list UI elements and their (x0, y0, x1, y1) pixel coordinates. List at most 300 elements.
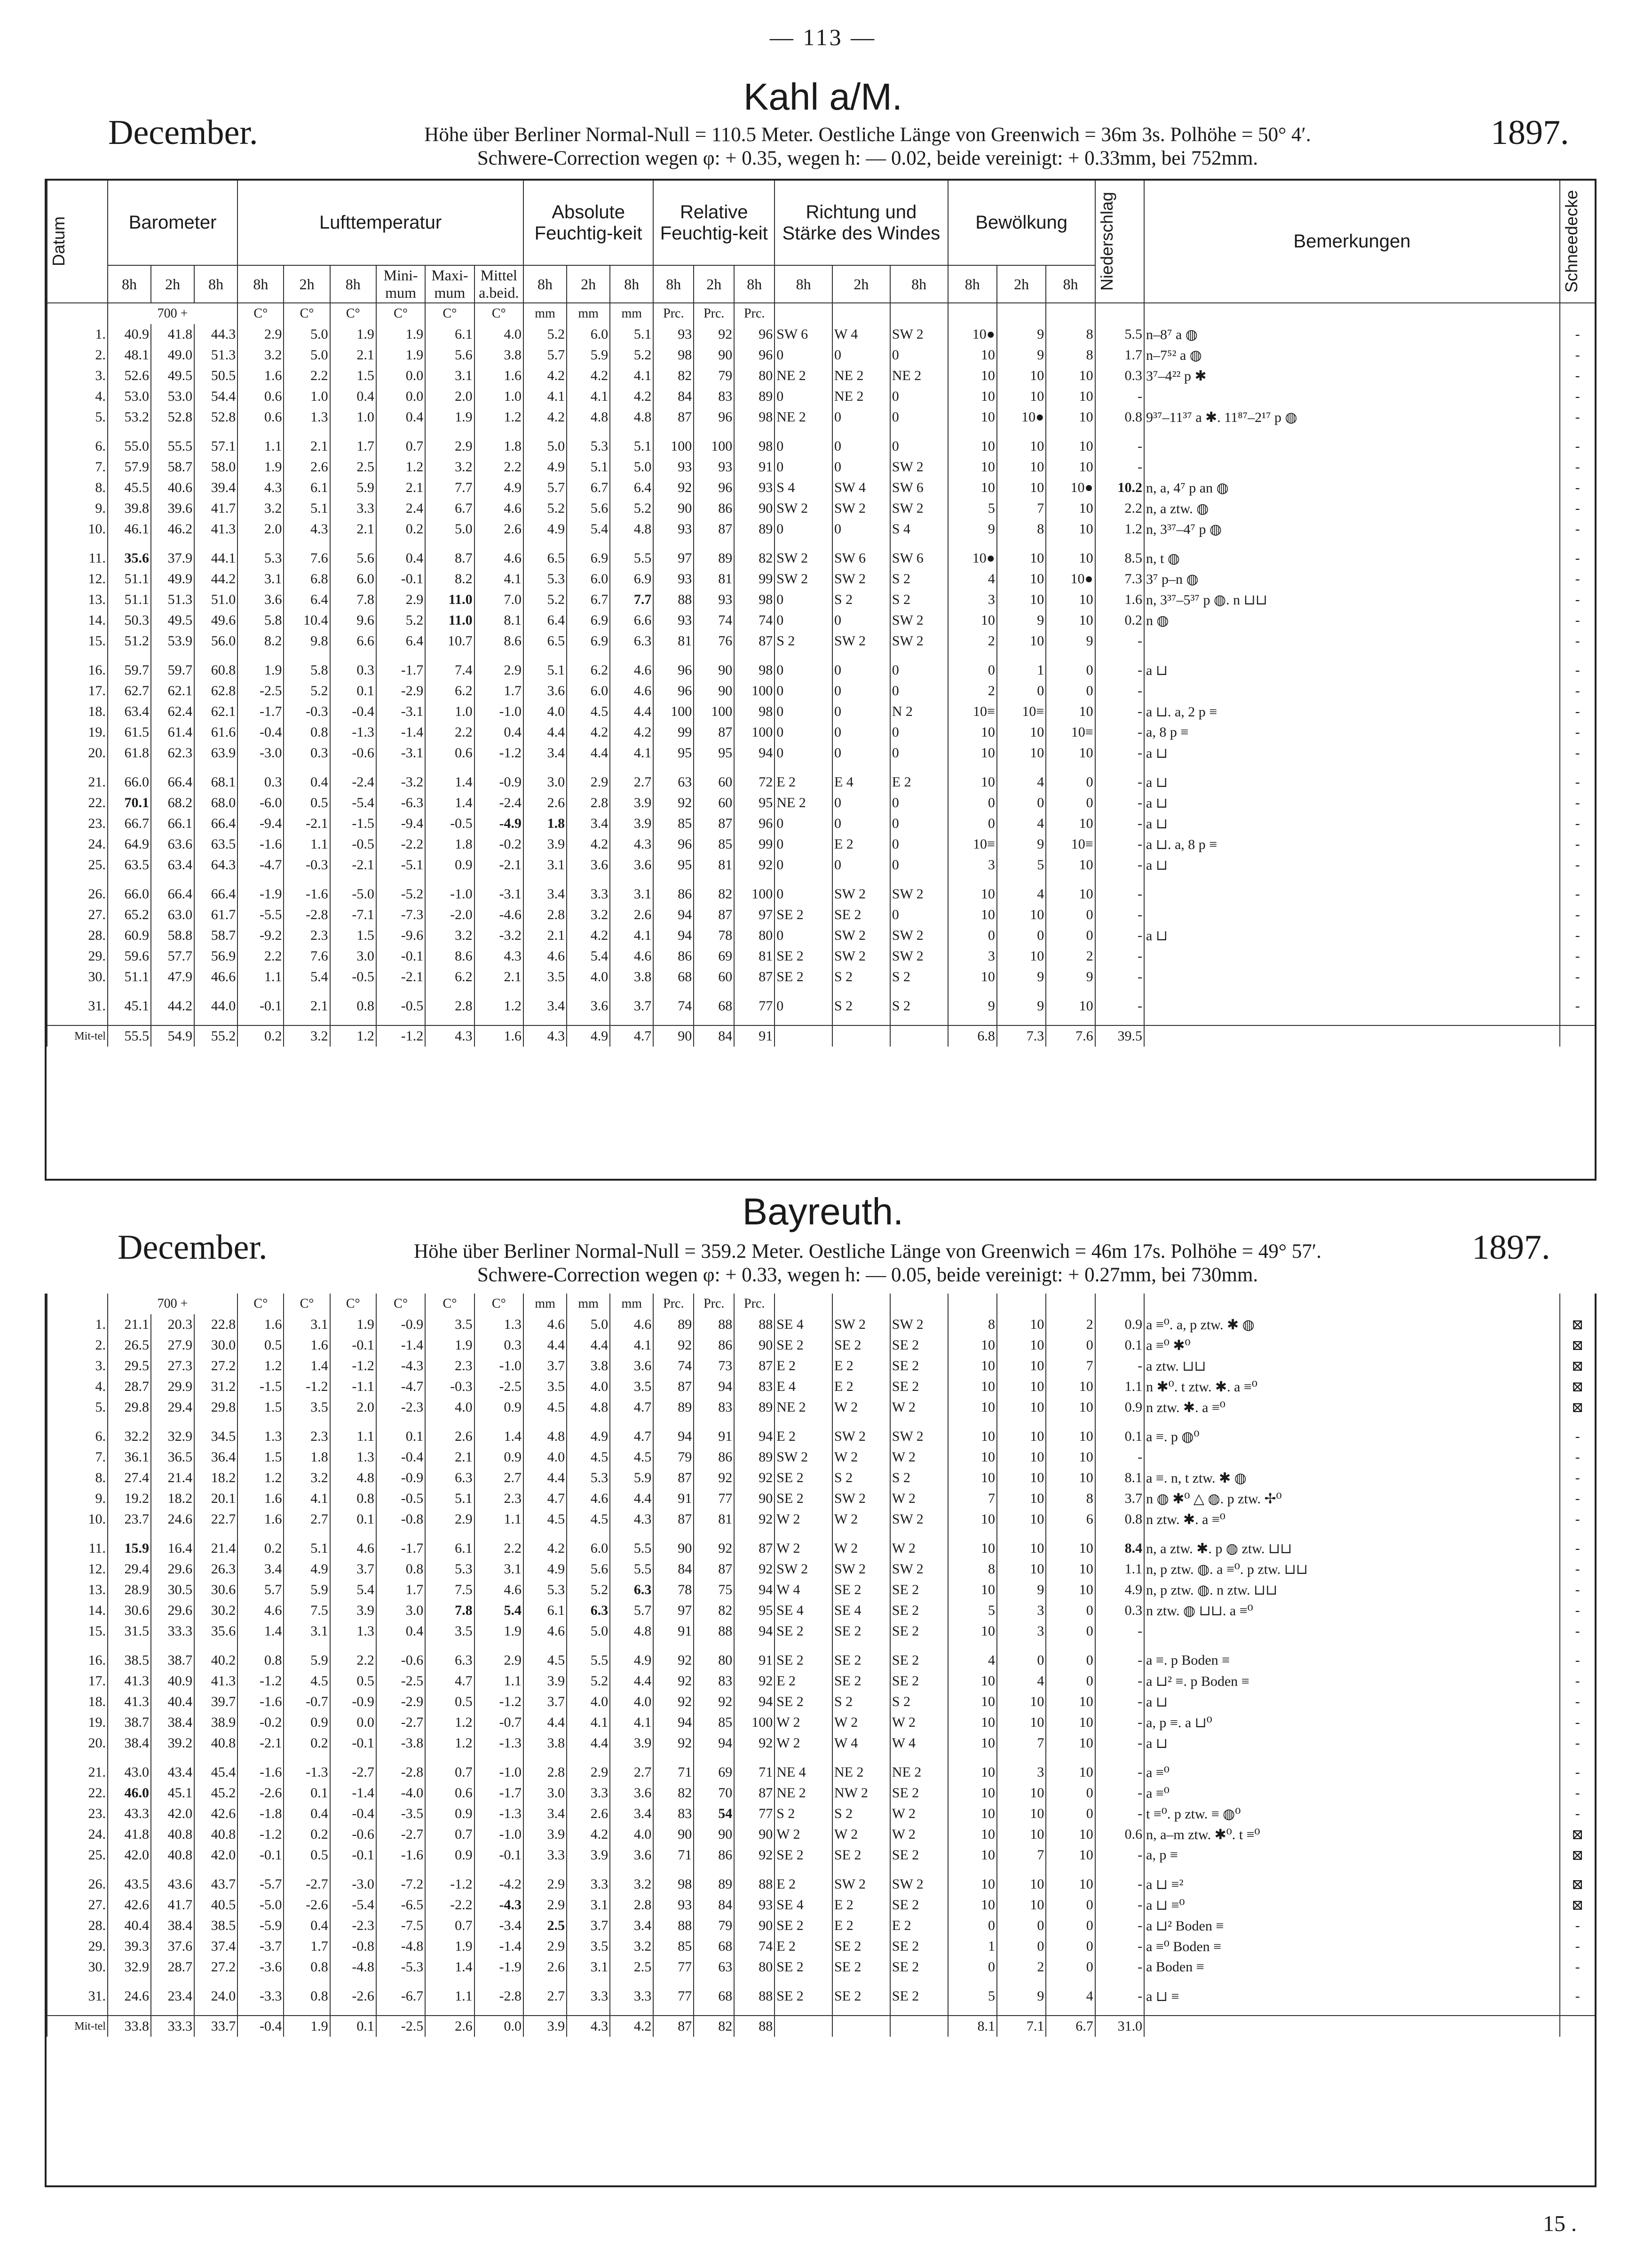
table-cell: SW 2 (832, 631, 890, 651)
table-cell: - (1095, 386, 1144, 407)
table-cell: 10. (47, 1509, 108, 1530)
table-cell: -0.1 (376, 569, 425, 589)
table-cell: 4.4 (523, 1468, 567, 1488)
table-cell: 3⁷–4²² p ✱ (1144, 365, 1560, 386)
table-cell: E 2 (832, 834, 890, 855)
table-cell: 9 (948, 519, 997, 540)
table-cell: 10 (1046, 1733, 1095, 1754)
table-cell: 4.9 (523, 519, 567, 540)
table-cell (997, 1294, 1046, 1314)
table-row (47, 1335, 1595, 1356)
table-cell: -0.2 (237, 1712, 284, 1733)
table-cell (610, 1418, 653, 1426)
table-cell: 10≡ (948, 834, 997, 855)
table-cell (151, 428, 194, 436)
table-cell: 83 (694, 1397, 734, 1418)
table-cell: -1.5 (330, 813, 376, 834)
table-cell (775, 875, 832, 884)
table-cell (567, 1530, 610, 1538)
table-cell: 8. (47, 477, 108, 498)
table-cell: 4.1 (474, 569, 523, 589)
table-cell: 3.9 (610, 793, 653, 813)
table-cell (376, 1016, 425, 1025)
table-cell: 63.5 (194, 834, 237, 855)
bayreuth-table-body (47, 1294, 1595, 2037)
table-cell: SW 2 (890, 631, 948, 651)
table-cell (376, 763, 425, 772)
table-cell: n, t ◍ (1144, 548, 1560, 569)
table-cell (775, 1866, 832, 1874)
table-cell: 2.9 (523, 1895, 567, 1915)
table-cell: 96 (734, 324, 775, 345)
table-cell: 0.9 (474, 1447, 523, 1468)
table-cell: 89 (734, 386, 775, 407)
table-cell: 92 (694, 1538, 734, 1559)
table-cell: 92 (734, 1509, 775, 1530)
table-cell: 0 (948, 660, 997, 681)
table-cell: 2.4 (376, 498, 425, 519)
table-cell: 10 (948, 1845, 997, 1866)
table-cell: -4.8 (376, 1936, 425, 1957)
table-cell: a ⊔ (1144, 772, 1560, 793)
table-cell: 8.5 (1095, 548, 1144, 569)
table-cell: -2.2 (425, 1895, 474, 1915)
table-cell: 29.6 (151, 1559, 194, 1580)
table-cell (1144, 436, 1560, 457)
table-cell: 3.2 (567, 905, 610, 925)
table-cell: a, p ≡ (1144, 1845, 1560, 1866)
table-cell (284, 651, 330, 660)
table-cell: 8 (997, 519, 1046, 540)
table-cell: 10 (997, 905, 1046, 925)
table-cell (284, 2007, 330, 2016)
col-relative-feuchtigkeit: Relative Feuchtig-keit (653, 181, 775, 265)
table-cell: 35.6 (194, 1621, 237, 1642)
table-cell: W 2 (890, 1397, 948, 1418)
table-cell: 92 (694, 324, 734, 345)
table-cell: 11. (47, 548, 108, 569)
table-cell: 5.2 (376, 610, 425, 631)
table-cell: n ◍ (1144, 610, 1560, 631)
table-cell: 88 (734, 1986, 775, 2007)
table-cell: a ⊔. a, 2 p ≡ (1144, 701, 1560, 722)
table-cell: 9 (1046, 631, 1095, 651)
table-cell: -0.1 (237, 1845, 284, 1866)
table-cell: -0.4 (237, 722, 284, 743)
table-cell: a Boden ≡ (1144, 1957, 1560, 1977)
table-cell: 2.9 (523, 1936, 567, 1957)
table-cell: 8.4 (1095, 1538, 1144, 1559)
table-cell (653, 1530, 694, 1538)
table-cell: 22.7 (194, 1509, 237, 1530)
table-cell (948, 1530, 997, 1538)
table-cell: - (1560, 1650, 1595, 1671)
table-cell: 1.8 (523, 813, 567, 834)
table-cell: 1.6 (474, 365, 523, 386)
table-cell: 12. (47, 1559, 108, 1580)
table-cell: ⊠ (1560, 1376, 1595, 1397)
table-cell: n ✱⁰. t ztw. ✱. a ≡⁰ (1144, 1376, 1560, 1397)
station-title-kahl: Kahl a/M. (743, 76, 902, 118)
table-cell (1144, 540, 1560, 548)
table-cell: - (1560, 681, 1595, 701)
table-cell: a ≡⁰ Boden ≡ (1144, 1936, 1560, 1957)
table-cell: - (1560, 569, 1595, 589)
table-cell: 1.6 (237, 1314, 284, 1335)
table-cell: 2 (948, 631, 997, 651)
table-cell: 49.5 (151, 610, 194, 631)
table-cell: 66.0 (108, 884, 151, 905)
table-cell: 3.6 (523, 681, 567, 701)
table-cell: - (1560, 1509, 1595, 1530)
table-cell: - (1560, 477, 1595, 498)
table-cell: 10 (1046, 407, 1095, 428)
table-cell: -1.6 (237, 1691, 284, 1712)
table-cell (775, 1977, 832, 1986)
table-cell: n ztw. ✱. a ≡⁰ (1144, 1397, 1560, 1418)
table-cell: 5.4 (567, 519, 610, 540)
table-cell: -3.1 (376, 743, 425, 763)
table-cell: 39.5 (1095, 1025, 1144, 1047)
table-cell: 89 (734, 519, 775, 540)
table-cell: 60 (694, 793, 734, 813)
table-cell: 5.2 (567, 1580, 610, 1600)
table-cell (151, 1866, 194, 1874)
table-cell: 4.9 (474, 477, 523, 498)
table-cell: 88 (734, 1314, 775, 1335)
table-cell: 3.1 (567, 1957, 610, 1977)
table-cell: 2.9 (474, 1650, 523, 1671)
table-cell: 7.4 (425, 660, 474, 681)
table-cell: -2.0 (425, 905, 474, 925)
table-cell: 0 (948, 1957, 997, 1977)
table-cell (832, 2016, 890, 2037)
table-cell (653, 2007, 694, 2016)
table-row (47, 1671, 1595, 1691)
table-cell: 8.2 (237, 631, 284, 651)
table-cell: SE 2 (832, 1335, 890, 1356)
table-cell: 0 (997, 925, 1046, 946)
table-cell: 54 (694, 1803, 734, 1824)
table-cell (1095, 1754, 1144, 1762)
table-cell (1560, 1530, 1595, 1538)
table-cell: SE 2 (775, 1986, 832, 2007)
table-cell: 0 (832, 610, 890, 631)
table-cell: 31.0 (1095, 2016, 1144, 2037)
table-cell: ⊠ (1560, 1845, 1595, 1866)
table-cell: 20.1 (194, 1488, 237, 1509)
table-cell: 42.0 (194, 1845, 237, 1866)
table-cell (734, 1642, 775, 1650)
table-cell: 10 (948, 386, 997, 407)
table-cell: - (1560, 1936, 1595, 1957)
table-cell: SE 2 (890, 1671, 948, 1691)
table-cell: 85 (694, 834, 734, 855)
table-cell: 6.2 (567, 660, 610, 681)
table-cell: 3.9 (523, 1824, 567, 1845)
table-cell: SE 2 (775, 1845, 832, 1866)
table-cell (376, 1642, 425, 1650)
table-cell: -2.7 (330, 1762, 376, 1783)
table-cell: 3.9 (330, 1600, 376, 1621)
table-cell: 61.7 (194, 905, 237, 925)
table-cell: a ⊔ (1144, 855, 1560, 875)
table-cell: 95 (653, 855, 694, 875)
table-cell: 0 (775, 855, 832, 875)
table-cell: 2.8 (610, 1895, 653, 1915)
table-cell: 5.2 (284, 681, 330, 701)
table-cell (694, 1977, 734, 1986)
table-cell (425, 1642, 474, 1650)
table-cell: C° (284, 1294, 330, 1314)
table-cell: SE 2 (775, 1915, 832, 1936)
table-cell: -1.8 (237, 1803, 284, 1824)
table-cell: 43.6 (151, 1874, 194, 1895)
table-cell: -5.4 (330, 793, 376, 813)
table-cell (108, 2007, 151, 2016)
table-cell: 24.0 (194, 1986, 237, 2007)
table-cell: 92 (653, 1671, 694, 1691)
table-cell: -0.3 (425, 1376, 474, 1397)
table-cell: 5.3 (567, 436, 610, 457)
table-cell: 12. (47, 569, 108, 589)
table-cell: 2 (1046, 1314, 1095, 1335)
table-cell (47, 763, 108, 772)
table-cell: 4.8 (567, 1397, 610, 1418)
table-cell: 4 (997, 1671, 1046, 1691)
table-cell: 1.7 (284, 1936, 330, 1957)
table-cell: -2.4 (330, 772, 376, 793)
table-cell: E 2 (775, 1671, 832, 1691)
table-cell: 93 (734, 1895, 775, 1915)
table-cell: 1 (997, 660, 1046, 681)
table-cell: 10 (997, 589, 1046, 610)
table-cell: E 2 (775, 772, 832, 793)
table-cell: 29.9 (151, 1376, 194, 1397)
table-cell: 1.2 (237, 1468, 284, 1488)
table-cell: 10 (997, 1314, 1046, 1335)
table-cell: -2.3 (330, 1915, 376, 1936)
table-cell (734, 763, 775, 772)
table-cell: 4 (948, 1650, 997, 1671)
table-cell: Prc. (734, 303, 775, 324)
subheader-cell: 8h (890, 265, 948, 303)
table-cell: 6.9 (610, 569, 653, 589)
table-cell: 92 (734, 1845, 775, 1866)
table-row (47, 386, 1595, 407)
table-cell: -0.7 (474, 1712, 523, 1733)
table-cell: 4.1 (610, 365, 653, 386)
table-cell (890, 651, 948, 660)
table-cell: 1.6 (237, 1509, 284, 1530)
table-cell: 3.7 (523, 1356, 567, 1376)
table-cell: 44.2 (151, 996, 194, 1016)
table-cell (1046, 875, 1095, 884)
table-cell: 1.2 (1095, 519, 1144, 540)
table-cell: 0 (775, 345, 832, 365)
table-cell: W 2 (832, 1712, 890, 1733)
table-row (47, 905, 1595, 925)
table-cell: 24. (47, 834, 108, 855)
table-cell: 4.4 (610, 1671, 653, 1691)
table-cell: 10 (948, 1824, 997, 1845)
table-cell (997, 303, 1046, 324)
table-cell: 27. (47, 905, 108, 925)
table-cell (653, 987, 694, 996)
table-cell: 0 (997, 1915, 1046, 1936)
table-cell: 3.4 (610, 1803, 653, 1824)
table-cell: -1.4 (474, 1936, 523, 1957)
table-cell: 90 (734, 1488, 775, 1509)
table-cell: 10 (997, 1895, 1046, 1915)
table-row (47, 1600, 1595, 1621)
table-cell (997, 987, 1046, 996)
table-cell (948, 540, 997, 548)
table-cell: 1.0 (425, 701, 474, 722)
table-cell (775, 763, 832, 772)
table-cell: 0.3 (1095, 365, 1144, 386)
table-cell (194, 428, 237, 436)
table-cell: 32.9 (151, 1426, 194, 1447)
table-cell: 65.2 (108, 905, 151, 925)
table-cell: 66.7 (108, 813, 151, 834)
table-cell: S 2 (832, 1803, 890, 1824)
table-cell (832, 1642, 890, 1650)
table-cell: 90 (734, 498, 775, 519)
table-cell: 3.8 (610, 967, 653, 987)
table-cell: n, p ztw. ◍. n ztw. ⊔⊔ (1144, 1580, 1560, 1600)
table-cell: -3.0 (330, 1874, 376, 1895)
table-cell: 38.5 (108, 1650, 151, 1671)
table-cell (376, 987, 425, 996)
table-cell: 95 (734, 1600, 775, 1621)
table-cell: 93 (653, 569, 694, 589)
table-cell: - (1560, 436, 1595, 457)
table-cell (890, 2007, 948, 2016)
station-info-kahl: Höhe über Berliner Normal-Null = 110.5 Meter. Oestliche Länge von Greenwich = 36m 3s. Polhöhe = 50° 4′. (424, 124, 1311, 146)
table-cell: 10 (948, 743, 997, 763)
table-cell: -0.3 (284, 855, 330, 875)
table-cell: 4.0 (567, 967, 610, 987)
table-cell: 7 (1046, 1356, 1095, 1376)
table-cell: 4.6 (610, 681, 653, 701)
table-cell: -5.5 (237, 905, 284, 925)
table-cell: 10 (997, 436, 1046, 457)
table-cell: a, p ≡. a ⊔⁰ (1144, 1712, 1560, 1733)
table-cell (330, 1754, 376, 1762)
table-cell (330, 763, 376, 772)
table-cell (653, 1866, 694, 1874)
table-cell (997, 540, 1046, 548)
table-cell: - (1560, 772, 1595, 793)
table-cell: 3. (47, 1356, 108, 1376)
gravity-correction-kahl: Schwere-Correction wegen φ: + 0.35, wegen h: — 0.02, beide vereinigt: + 0.33mm, bei 752mm. (477, 147, 1258, 169)
table-cell: 10≡ (1046, 722, 1095, 743)
table-cell (734, 1977, 775, 1986)
table-cell (284, 875, 330, 884)
table-cell (1560, 1754, 1595, 1762)
table-cell: SW 2 (775, 1559, 832, 1580)
table-cell: 3.4 (567, 813, 610, 834)
table-cell (775, 540, 832, 548)
table-cell (948, 875, 997, 884)
table-cell: 6.7 (1046, 2016, 1095, 2037)
table-cell: 41.3 (108, 1691, 151, 1712)
table-row (47, 967, 1595, 987)
table-cell: 96 (734, 345, 775, 365)
table-cell: 3.2 (610, 1874, 653, 1895)
table-cell: SW 4 (832, 477, 890, 498)
table-cell: 3.2 (237, 498, 284, 519)
table-cell: SE 2 (775, 1957, 832, 1977)
table-cell (890, 1025, 948, 1047)
table-cell: 30.6 (108, 1600, 151, 1621)
table-cell: - (1560, 589, 1595, 610)
table-cell: 0.4 (284, 1915, 330, 1936)
table-cell: 96 (694, 407, 734, 428)
table-cell: 0.4 (376, 1621, 425, 1642)
table-cell: 10 (948, 345, 997, 365)
table-cell: 99 (734, 569, 775, 589)
table-cell: S 2 (775, 631, 832, 651)
table-cell: 3.3 (523, 1845, 567, 1866)
table-cell: 2.8 (523, 1762, 567, 1783)
table-cell: 55.0 (108, 436, 151, 457)
table-cell (610, 1977, 653, 1986)
col-wind: Richtung und Stärke des Windes (775, 181, 948, 265)
table-cell: 1.2 (425, 1712, 474, 1733)
table-cell: -2.7 (376, 1712, 425, 1733)
table-cell: 4.7 (610, 1025, 653, 1047)
table-cell: 52.8 (151, 407, 194, 428)
table-cell: 39.4 (194, 477, 237, 498)
table-cell: a ⊔² Boden ≡ (1144, 1915, 1560, 1936)
table-cell: 4.1 (610, 925, 653, 946)
table-cell: S 2 (832, 1691, 890, 1712)
table-cell: 52.6 (108, 365, 151, 386)
table-cell: 3 (948, 589, 997, 610)
table-cell: 4.0 (474, 324, 523, 345)
table-cell: 41.3 (194, 1671, 237, 1691)
table-cell (425, 1977, 474, 1986)
table-cell: 91 (734, 1025, 775, 1047)
table-cell: - (1095, 855, 1144, 875)
table-cell: 3.3 (567, 1783, 610, 1803)
table-cell: 6.3 (610, 1580, 653, 1600)
table-cell: 87 (694, 722, 734, 743)
table-cell: -0.5 (376, 1488, 425, 1509)
table-cell: 5 (997, 855, 1046, 875)
table-cell: SE 2 (775, 1488, 832, 1509)
table-cell: 74 (694, 610, 734, 631)
table-cell: 87 (734, 1538, 775, 1559)
table-cell: 3.6 (610, 1783, 653, 1803)
table-row (47, 1397, 1595, 1418)
table-cell (237, 1754, 284, 1762)
table-cell: 38.4 (151, 1712, 194, 1733)
table-cell: - (1095, 436, 1144, 457)
table-cell: 4.1 (567, 1712, 610, 1733)
table-cell (1046, 2007, 1095, 2016)
table-cell: 10 (948, 1895, 997, 1915)
table-cell: 1.9 (425, 407, 474, 428)
table-cell: W 2 (775, 1538, 832, 1559)
table-cell: 3.1 (284, 1621, 330, 1642)
table-cell (376, 651, 425, 660)
table-cell: 1.6 (474, 1025, 523, 1047)
table-cell: C° (376, 1294, 425, 1314)
table-cell: SW 6 (775, 324, 832, 345)
